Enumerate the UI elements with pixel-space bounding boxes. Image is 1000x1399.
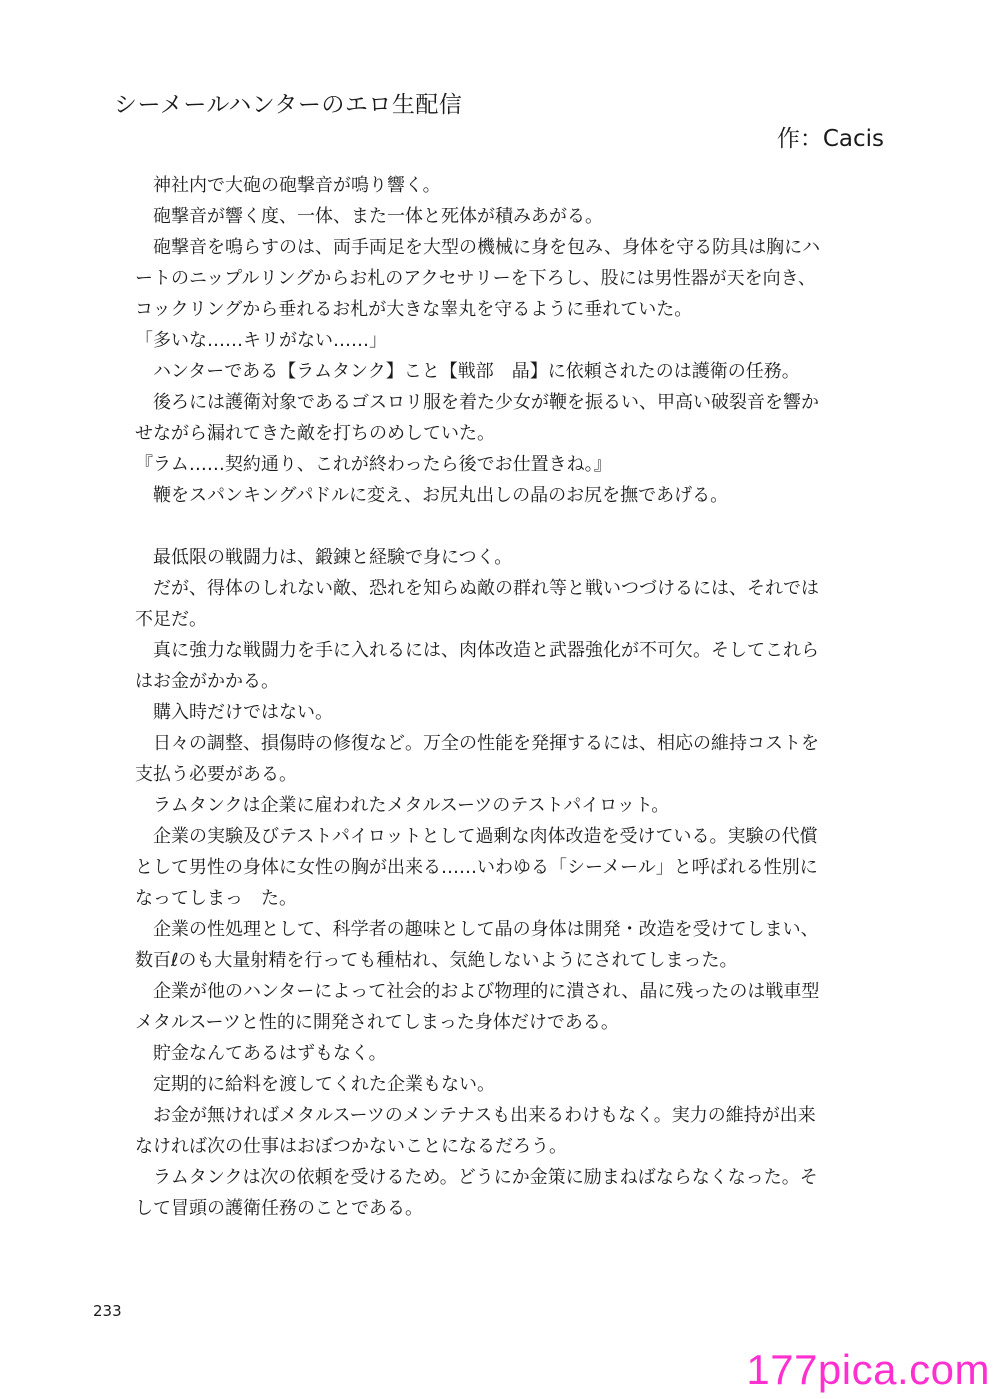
text-line: 数百ℓのも大量射精を行っても種枯れ、気絶しないようにされてしまった。 xyxy=(135,950,738,971)
text-line: 鞭をスパンキングパドルに変え、お尻丸出しの晶のお尻を撫であげる。 xyxy=(135,485,729,506)
text-line: 企業が他のハンターによって社会的および物理的に潰され、晶に残ったのは戦車型 xyxy=(135,981,820,1002)
text-line: なってしまっ た。 xyxy=(135,888,297,909)
text-line: ラムタンクは企業に雇われたメタルスーツのテストパイロット。 xyxy=(135,795,670,816)
story-body xyxy=(135,170,863,1224)
text-line: 企業の性処理として、科学者の趣味として晶の身体は開発・改造を受けてしまい、 xyxy=(135,919,819,940)
text-line: だが、得体のしれない敵、恐れを知らぬ敵の群れ等と戦いつづけるには、それでは xyxy=(135,578,819,599)
text-line: 真に強力な戦闘力を手に入れるには、肉体改造と武器強化が不可欠。そしてこれら xyxy=(135,640,819,661)
text-line: コックリングから垂れるお札が大きな睾丸を守るように垂れていた。 xyxy=(135,299,693,320)
text-line: 日々の調整、損傷時の修復など。万全の性能を発揮するには、相応の維持コストを xyxy=(135,733,819,754)
text-line: 最低限の戦闘力は、鍛錬と経験で身につく。 xyxy=(135,547,513,568)
text-line: せながら漏れてきた敵を打ちのめしていた。 xyxy=(135,423,495,444)
text-line: して冒頭の護衛任務のことである。 xyxy=(135,1198,423,1219)
text-line: 「多いな……キリがない……」 xyxy=(135,330,387,351)
text-line: はお金がかかる。 xyxy=(135,671,279,692)
text-line: 神社内で大砲の砲撃音が鳴り響く。 xyxy=(135,175,441,196)
text-line: ハンターである【ラムタンク】こと【戦部 晶】に依頼されたのは護衛の任務。 xyxy=(135,361,800,382)
text-line: なければ次の仕事はおぼつかないことになるだろう。 xyxy=(135,1136,567,1157)
text-line: 企業の実験及びテストパイロットとして過剰な肉体改造を受けている。実験の代償 xyxy=(135,826,818,847)
text-line: 購入時だけではない。 xyxy=(135,702,333,723)
blank-line xyxy=(135,511,863,542)
story-title: シーメールハンターのエロ生配信 xyxy=(114,92,463,118)
text-line: 砲撃音を鳴らすのは、両手両足を大型の機械に身を包み、身体を守る防具は胸にハ xyxy=(135,237,821,258)
text-line: メタルスーツと性的に開発されてしまった身体だけである。 xyxy=(135,1012,619,1033)
text-line: 支払う必要がある。 xyxy=(135,764,297,785)
text-line: ラムタンクは次の依頼を受けるため。どうにか金策に励まねばならなくなった。そ xyxy=(135,1167,818,1188)
text-line: 貯金なんてあるはずもなく。 xyxy=(135,1043,387,1064)
text-line: 『ラム……契約通り、これが終わったら後でお仕置きね。』 xyxy=(135,454,612,475)
author-credit: 作：Cacis xyxy=(776,126,884,152)
text-line: 後ろには護衛対象であるゴスロリ服を着た少女が鞭を振るい、甲高い破裂音を響か xyxy=(135,392,819,413)
text-line: 砲撃音が響く度、一体、また一体と死体が積みあがる。 xyxy=(135,206,603,227)
page-number: 233 xyxy=(93,1302,122,1320)
text-line: として男性の身体に女性の胸が出来る……いわゆる「シーメール」と呼ばれる性別に xyxy=(135,857,818,878)
text-line: ートのニップルリングからお札のアクセサリーを下ろし、股には男性器が天を向き、 xyxy=(135,268,816,289)
text-line: お金が無ければメタルスーツのメンテナスも出来るわけもなく。実力の維持が出来 xyxy=(135,1105,816,1126)
text-line: 不足だ。 xyxy=(135,609,207,630)
watermark[interactable]: 177pica.com xyxy=(746,1346,990,1393)
text-line: 定期的に給料を渡してくれた企業もない。 xyxy=(135,1074,495,1095)
